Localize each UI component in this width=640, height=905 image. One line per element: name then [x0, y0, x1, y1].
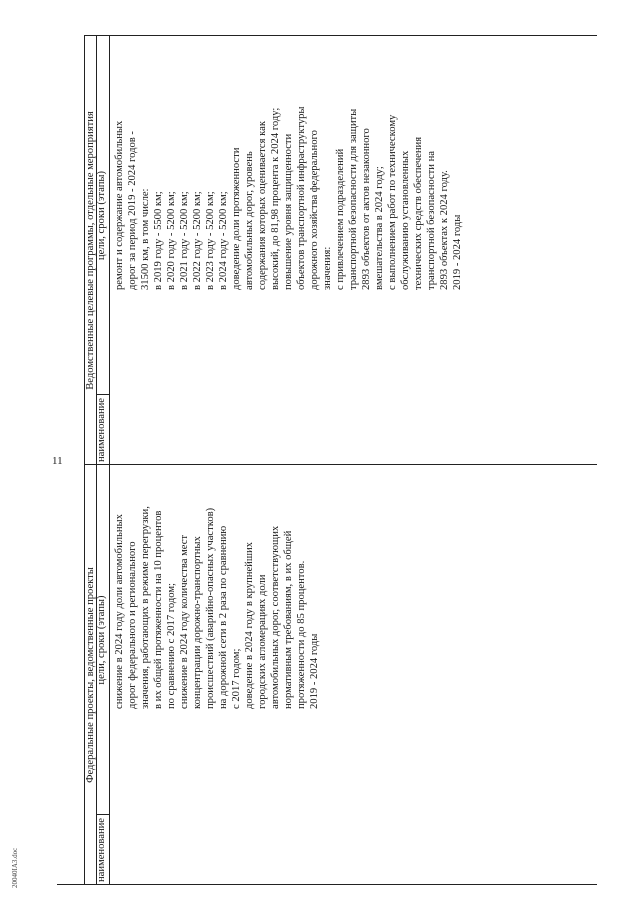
goals-line: концентрации дорожно-транспортных: [192, 536, 203, 709]
section-divider: [84, 464, 597, 465]
goals-line: содержания которых оценивается как: [257, 121, 268, 290]
goals-line: в 2019 году - 5500 км;: [153, 191, 164, 290]
goals-line: доведение доли протяженности: [231, 147, 242, 290]
goals-line: в 2023 году - 5200 км;: [205, 191, 216, 290]
section-1-col-name: наименование: [96, 817, 107, 883]
goals-line: 2893 объектов от актов незаконного: [361, 128, 372, 290]
section-1-title: Федеральные проекты, ведомственные проекты: [85, 567, 96, 783]
goals-line: 31500 км, в том числе:: [140, 188, 151, 290]
goals-line: ремонт и содержание автомобильных: [114, 120, 125, 290]
footer-file-code: 20040IA3.doc: [11, 847, 19, 888]
goals-line: по сравнению с 2017 годом;: [166, 583, 177, 709]
goals-line: повышение уровня защищенности: [283, 133, 294, 290]
goals-line: в 2024 году - 5200 км;: [218, 191, 229, 290]
section-2-col-goals: цели, сроки (этапы): [96, 170, 107, 261]
table-left-border: [57, 884, 597, 885]
section-1-goals-text: [113, 506, 321, 709]
goals-line: с привлечением подразделений: [335, 148, 346, 290]
goals-line: транспортной безопасности на: [426, 151, 437, 290]
goals-line: городских агломерациях доли: [257, 574, 268, 709]
section-1-col-goals: цели, сроки (этапы): [96, 595, 107, 685]
goals-line: в их общей протяженности на 10 процентов: [153, 510, 164, 709]
goals-line: с 2017 годом;: [231, 648, 242, 709]
goals-line: доведение в 2024 году в крупнейших: [244, 542, 255, 709]
goals-line: на дорожной сети в 2 раза по сравнению: [218, 525, 229, 709]
section-2-title: Ведомственные целевые программы, отдельные мероприятия: [85, 111, 96, 390]
goals-line: в 2020 году - 5200 км;: [166, 191, 177, 290]
goals-line: высокий, до 81,98 процента к 2024 году;: [270, 107, 281, 290]
goals-line: вмешательства в 2024 году;: [374, 166, 385, 290]
goals-line: снижение в 2024 году количества мест: [179, 534, 190, 709]
goals-line: в 2022 году - 5200 км;: [192, 191, 203, 290]
goals-line: транспортной безопасности для защиты: [348, 108, 359, 290]
section-2-goals-text: [113, 106, 464, 290]
goals-line: 2019 - 2024 годы: [452, 214, 463, 290]
goals-line: протяженности до 85 процентов.: [296, 560, 307, 709]
goals-line: автомобильных дорог, соответствующих: [270, 525, 281, 709]
goals-line: нормативным требованиям, в их общей: [283, 530, 294, 709]
goals-line: 2019 - 2024 годы: [309, 633, 320, 709]
goals-line: с выполнением работ по техническому: [387, 114, 398, 290]
header-bottom-border: [109, 35, 110, 885]
goals-line: дорожного хозяйства федерального: [309, 130, 320, 290]
goals-line: 2893 объектах к 2024 году.: [439, 170, 450, 290]
goals-line: дорог федерального и регионального: [127, 541, 138, 709]
goals-line: значения, работающих в режиме перегрузки,: [140, 506, 151, 709]
goals-line: обслуживанию установленных: [400, 150, 411, 290]
goals-line: значения:: [322, 246, 333, 290]
goals-line: технических средств обеспечения: [413, 136, 424, 290]
rotated-table: [57, 35, 597, 885]
goals-line: объектов транспортной инфраструктуры: [296, 106, 307, 290]
table-right-border: [84, 35, 597, 36]
goals-line: происшествий (аварийно-опасных участков): [205, 507, 216, 709]
goals-line: снижение в 2024 году доли автомобильных: [114, 514, 125, 709]
goals-line: автомобильных дорог, уровень: [244, 151, 255, 290]
goals-line: в 2021 году - 5200 км;: [179, 191, 190, 290]
goals-line: дорог за период 2019 - 2024 годов -: [127, 131, 138, 290]
page-number: 11: [52, 455, 63, 467]
section-2-col-name: наименование: [96, 397, 107, 463]
